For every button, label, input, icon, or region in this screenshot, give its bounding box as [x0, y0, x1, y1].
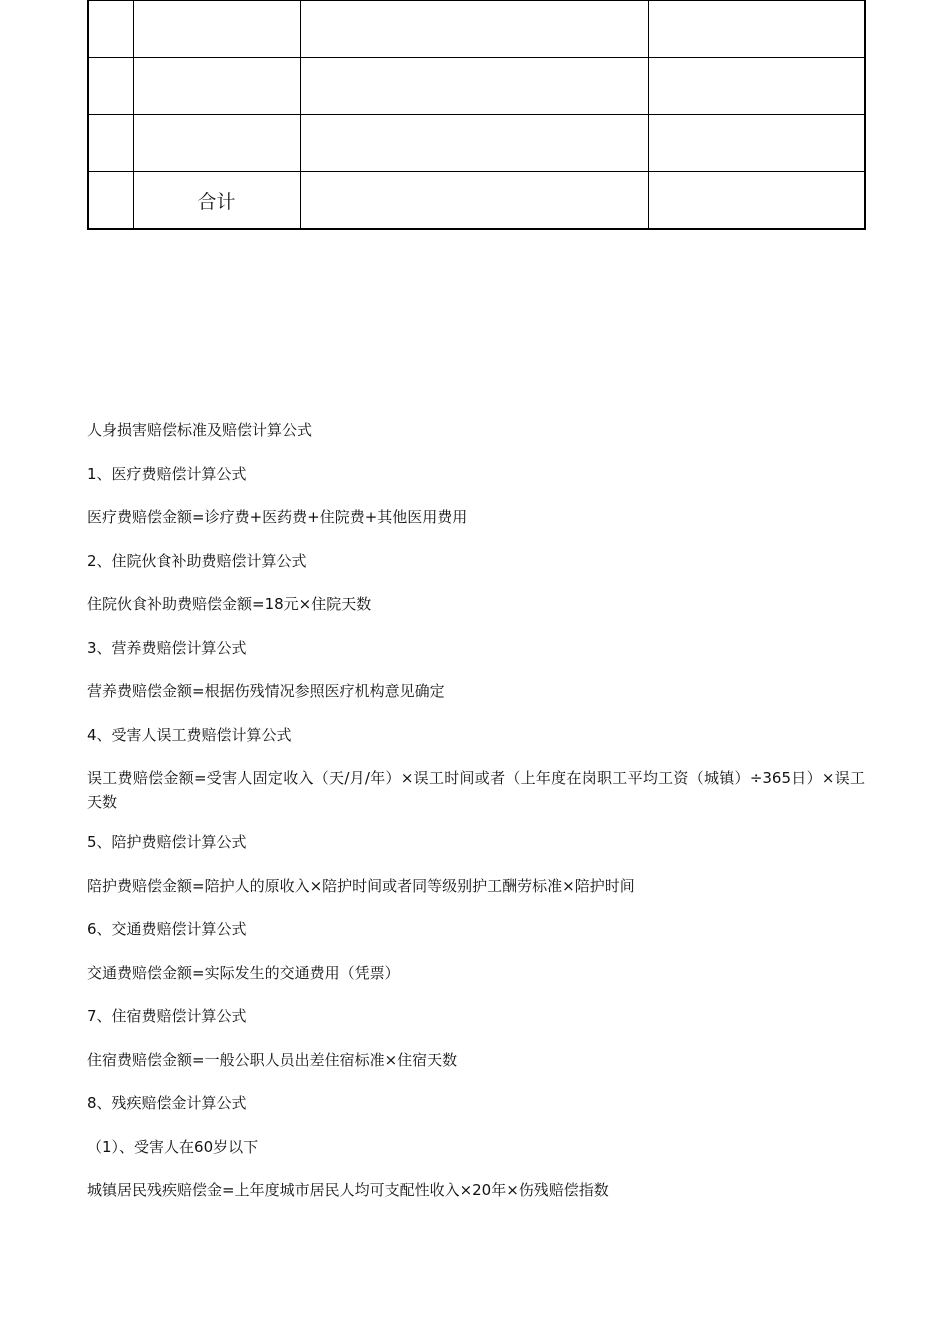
- section-heading-meal-allowance: 2、住院伙食补助费赔偿计算公式: [87, 551, 307, 570]
- document-body: [87, 418, 865, 1222]
- table-cell: [648, 1, 865, 58]
- table-row: [88, 1, 865, 58]
- formula-nursing: 陪护费赔偿金额=陪护人的原收入×陪护时间或者同等级别护工酬劳标准×陪护时间: [87, 876, 635, 895]
- subsection-under-60: （1）、受害人在60岁以下: [87, 1137, 259, 1156]
- section-heading-nutrition: 3、营养费赔偿计算公式: [87, 638, 247, 657]
- formula-lodging: 住宿费赔偿金额=一般公职人员出差住宿标准×住宿天数: [87, 1050, 458, 1069]
- compensation-table-container: [87, 0, 864, 230]
- table-row-total: [88, 172, 865, 230]
- section-heading-medical: 1、医疗费赔偿计算公式: [87, 464, 247, 483]
- table-cell: [133, 58, 300, 115]
- table-cell: [88, 115, 133, 172]
- formula-meal-allowance: 住院伙食补助费赔偿金额=18元×住院天数: [87, 595, 372, 613]
- formula-nutrition: 营养费赔偿金额=根据伤残情况参照医疗机构意见确定: [87, 682, 445, 700]
- table-cell: [133, 115, 300, 172]
- formula-lost-wages: 误工费赔偿金额=受害人固定收入（天/月/年）×误工时间或者（上年度在岗职工平均工资（城镇）÷365日）×误工天数: [87, 769, 865, 811]
- total-label: 合计: [133, 172, 300, 230]
- document-title: 人身损害赔偿标准及赔偿计算公式: [87, 421, 313, 439]
- section-heading-disability: 8、残疾赔偿金计算公式: [87, 1094, 247, 1112]
- compensation-table: [87, 0, 866, 230]
- table-cell: [88, 1, 133, 58]
- section-heading-lodging: 7、住宿费赔偿计算公式: [87, 1007, 247, 1025]
- table-cell: [300, 115, 648, 172]
- table-cell: [133, 1, 300, 58]
- formula-medical: 医疗费赔偿金额=诊疗费+医药费+住院费+其他医用费用: [87, 508, 468, 526]
- section-heading-nursing: 5、陪护费赔偿计算公式: [87, 833, 247, 851]
- table-cell: [88, 172, 133, 230]
- table-row: [88, 115, 865, 172]
- table-cell: [300, 1, 648, 58]
- table-cell: [300, 58, 648, 115]
- table-cell: [648, 58, 865, 115]
- section-heading-lost-wages: 4、受害人误工费赔偿计算公式: [87, 725, 292, 744]
- table-cell: [300, 172, 648, 230]
- table-cell: [88, 58, 133, 115]
- table-cell: [648, 172, 865, 230]
- section-heading-transport: 6、交通费赔偿计算公式: [87, 920, 247, 938]
- table-cell: [648, 115, 865, 172]
- formula-transport: 交通费赔偿金额=实际发生的交通费用（凭票）: [87, 963, 400, 982]
- formula-disability-urban: 城镇居民残疾赔偿金=上年度城市居民人均可支配性收入×20年×伤残赔偿指数: [87, 1181, 609, 1199]
- table-row: [88, 58, 865, 115]
